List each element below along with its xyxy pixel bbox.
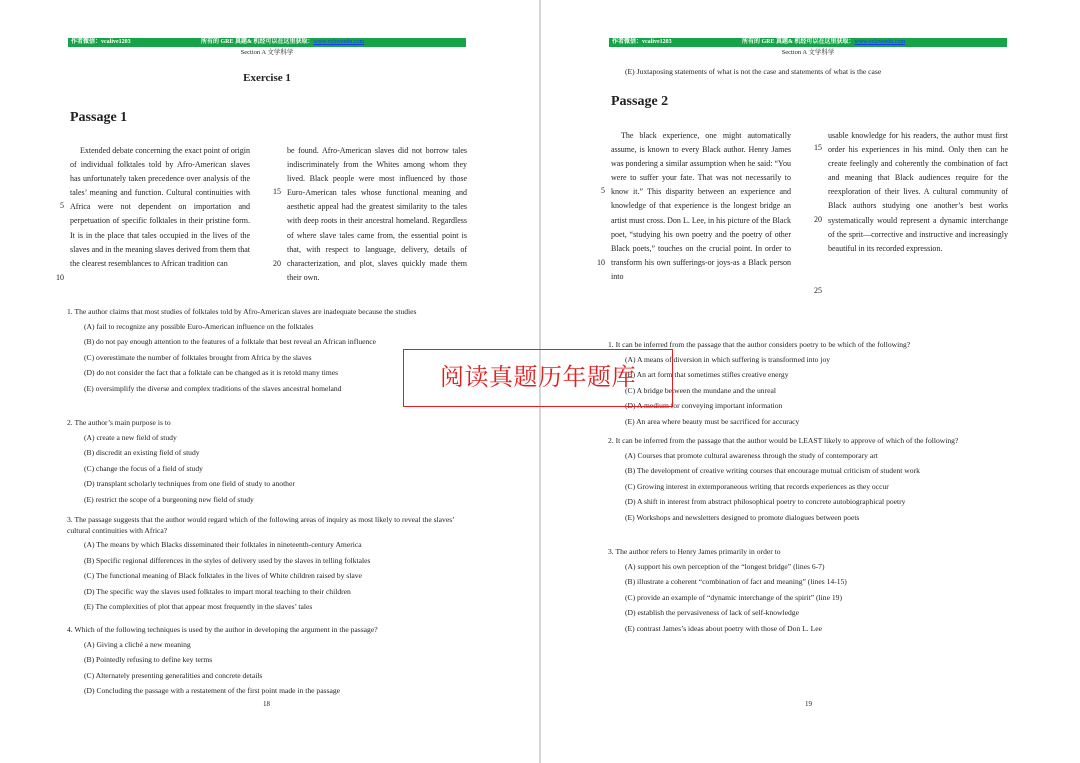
page-header-bar (609, 38, 1007, 47)
passage-column-1 (70, 144, 250, 271)
answer-option[interactable]: (C) Growing interest in extemporaneous writing that records experiences as they occur (625, 481, 889, 491)
answer-option[interactable]: (D) Concluding the passage with a restatement of the first point made in the passage (84, 686, 341, 695)
answer-option[interactable]: (C) provide an example of “dynamic interchange of the spirit” (line 19) (625, 592, 842, 602)
passage-title: Passage 2 (611, 94, 669, 109)
question-stem: 1. It can be inferred from the passage that the author considers poetry to be which of the following? (608, 340, 911, 349)
answer-option[interactable]: (C) overestimate the number of folktales brought from Africa by the slaves (84, 352, 312, 362)
passage-title: Passage 1 (70, 110, 128, 125)
answer-option[interactable]: (E) restrict the scope of a burgeoning new field of study (84, 494, 254, 504)
passage-column-1 (611, 129, 791, 284)
question-stem: 2. The author’s main purpose is to (67, 418, 171, 427)
page-header-bar (68, 38, 466, 47)
line-number: 5 (60, 201, 64, 210)
answer-option[interactable]: (A) create a new field of study (84, 432, 177, 442)
header-claim-text: 所有的 GRE 真题& 机经可以在这里获取： (742, 39, 855, 45)
answer-option[interactable]: (B) discredit an existing field of study (84, 448, 200, 457)
page-number: 18 (263, 700, 270, 708)
header-claim (201, 38, 364, 47)
section-label: Section A 文学科学 (240, 49, 294, 56)
answer-option[interactable]: (A) Giving a cliché a new meaning (84, 639, 191, 649)
question-stem: 2. It can be inferred from the passage that the author would be LEAST likely to approve of which of the following? (608, 436, 959, 445)
question-stem: 3. The author refers to Henry James primarily in order to (608, 547, 781, 556)
answer-option[interactable]: (E) contrast James’s ideas about poetry with those of Don L. Lee (625, 623, 822, 633)
answer-option[interactable]: (D) A shift in interest from abstract philosophical poetry to concrete autobiographical poetry (625, 497, 906, 506)
header-claim (742, 38, 905, 47)
section-label: Section A 文学科学 (781, 49, 835, 56)
answer-option[interactable]: (D) do not consider the fact that a folktale can be changed as it is retold many times (84, 368, 339, 377)
answer-option[interactable]: (A) fail to recognize any possible Euro-American influence on the folktales (84, 321, 314, 331)
line-number: 5 (601, 186, 605, 195)
answer-option[interactable]: (A) A means of diversion in which suffering is transformed into joy (625, 354, 831, 364)
passage-column-2 (828, 129, 1008, 256)
passage-paragraph: Extended debate concerning the exact point of origin of individual folktales told by Afro-American slaves has unfortunately taken precedence over analysis of the tales’ meaning and function. Cultural continuities with Africa were not dependent on importation and perpetuation of specific folktales in their pristine form. It is in the place that tales occupied in the lives of the slaves and in the meaning slaves derived from them that the clearest resemblances to African tradition can (70, 146, 250, 268)
answer-option[interactable]: (B) An art form that sometimes stifles creative energy (625, 370, 789, 379)
carryover-option[interactable]: (E) Juxtaposing statements of what is not the case and statements of what is the case (625, 67, 882, 76)
answer-option[interactable]: (E) An area where beauty must be sacrificed for accuracy (625, 416, 800, 426)
question-2 (608, 436, 1008, 528)
answer-option[interactable]: (B) illustrate a coherent “combination of fact and meaning” (lines 14-15) (625, 577, 847, 586)
answer-option[interactable]: (B) do not pay enough attention to the features of a folktale that best reveal an African influence (84, 337, 377, 346)
answer-option[interactable]: (D) establish the pervasiveness of lack of self-knowledge (625, 608, 799, 617)
question-stem: 4. Which of the following techniques is used by the author in developing the argument in the passage? (67, 625, 378, 634)
line-number: 10 (597, 258, 605, 267)
answer-option[interactable]: (B) The development of creative writing courses that encourage mutual criticism of student work (625, 466, 920, 475)
passage-paragraph: be found. Afro-American slaves did not borrow tales indiscriminately from the Whites among whom they lived. Black people were most influenced by those Euro-American tales whose functional meaning and aesthetic appeal had the greatest similarity to the tales with deep roots in their ancestral homeland. Regardless of where slave tales came from, the essential point is that, with respect to language, delivery, details of characterization, and plot, slaves quickly made them their own. (287, 146, 467, 282)
question-3 (67, 515, 467, 618)
line-number: 10 (56, 273, 64, 282)
header-link[interactable]: www.vcloveedu.com (313, 39, 365, 45)
answer-option[interactable]: (C) change the focus of a field of study (84, 463, 203, 473)
passage-paragraph: The black experience, one might automatically assume, is known to every Black author. Henry James was pondering a similar assumption when he said: “You were to suffer your fate. That was not necessarily to know it.” This disparity between an experience and knowledge of that experience is the longest bridge an artist must cross. Don L. Lee, in his picture of the Black poet, “studying his own poetry and the poetry of other Black poets,” touches on the crucial point. In order to transform his own sufferings-or joys-as a Black person into (611, 131, 791, 281)
header-link[interactable]: www.vcloveedu.com (854, 39, 906, 45)
line-number: 20 (273, 259, 281, 268)
question-2 (67, 418, 467, 510)
passage-column-2 (287, 144, 467, 285)
answer-option[interactable]: (B) Specific regional differences in the styles of delivery used by the slaves in telling folktales (84, 555, 371, 565)
header-claim-text: 所有的 GRE 真题& 机经可以在这里获取： (201, 39, 314, 45)
line-number: 15 (814, 143, 822, 152)
header-wechat: 作者微信：vcalive1203 (612, 39, 672, 45)
question-stem: 1. The author claims that most studies of folktales told by Afro-American slaves are inadequate because the studies (67, 307, 417, 316)
answer-option[interactable]: (D) A medium for conveying important information (625, 401, 783, 410)
answer-option[interactable]: (E) Workshops and newsletters designed to promote dialogues between poets (625, 512, 860, 522)
question-4 (67, 625, 467, 702)
header-wechat: 作者微信：vcalive1203 (71, 39, 131, 45)
question-3 (608, 547, 1008, 639)
answer-option[interactable]: (C) The functional meaning of Black folktales in the lives of White children raised by slave (84, 571, 362, 580)
answer-option[interactable]: (C) Alternately presenting generalities and concrete details (84, 670, 263, 680)
answer-option[interactable]: (B) Pointedly refusing to define key terms (84, 655, 213, 664)
exercise-title: Exercise 1 (243, 72, 291, 84)
answer-option[interactable]: (D) The specific way the slaves used folktales to impart moral teaching to their children (84, 586, 351, 596)
answer-option[interactable]: (A) The means by which Blacks disseminated their folktales in nineteenth-century America (84, 540, 362, 549)
answer-option[interactable]: (A) Courses that promote cultural awareness through the study of contemporary art (625, 450, 878, 460)
answer-option[interactable]: (C) A bridge between the mundane and the unreal (625, 385, 776, 395)
answer-option[interactable]: (E) oversimplify the diverse and complex traditions of the slaves ancestral homeland (84, 383, 342, 393)
watermark-stamp: 阅读真题历年题库 (403, 349, 673, 407)
answer-option[interactable]: (D) transplant scholarly techniques from one field of study to another (84, 479, 295, 488)
answer-option[interactable]: (A) support his own perception of the “longest bridge” (lines 6-7) (625, 561, 825, 571)
question-stem: 3. The passage suggests that the author would regard which of the following areas of inquiry as most likely to reveal the slaves’ cultural continuities with Africa? (67, 515, 455, 535)
page-number: 19 (805, 700, 812, 708)
answer-option[interactable]: (E) The complexities of plot that appear most frequently in the slaves’ tales (84, 602, 313, 611)
line-number: 20 (814, 215, 822, 224)
line-number: 15 (273, 187, 281, 196)
passage-paragraph: usable knowledge for his readers, the author must first order his experiences in his mind. Only then can he create feelingly and coherently the combination of fact and meaning that Black audiences require for the reexploration of their lives. A cultural community of Black authors studying one another’s best works systematically would represent a dynamic interchange of the sprit—corrective and instructive and increasingly beautiful in its recorded expression. (828, 131, 1008, 253)
line-number: 25 (814, 286, 822, 295)
